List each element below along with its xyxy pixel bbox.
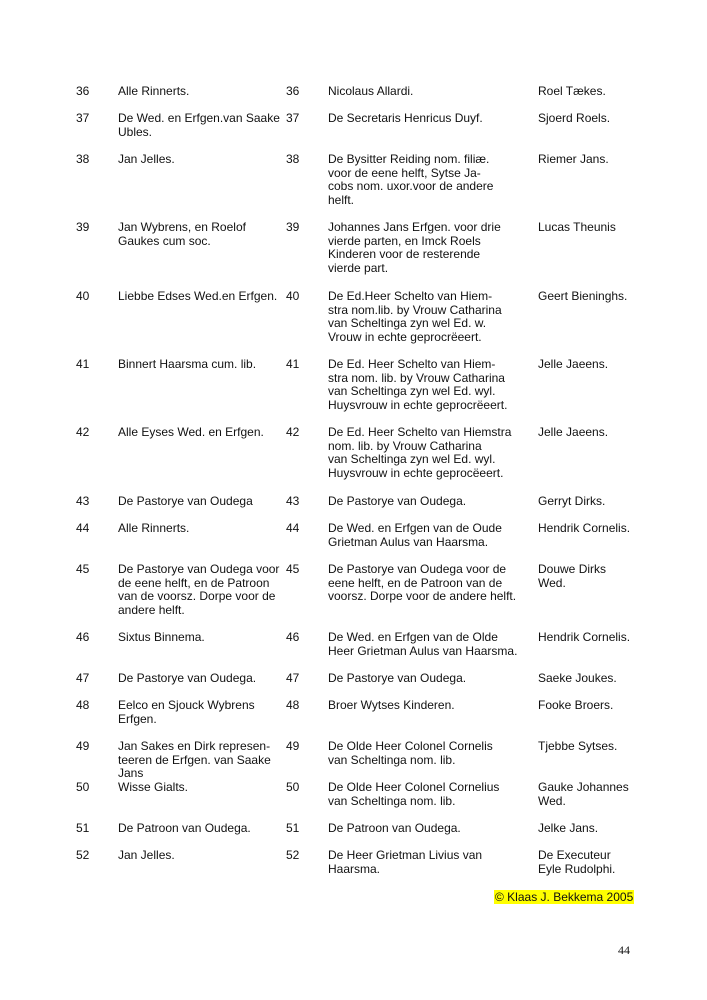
row-number: 40: [76, 289, 90, 303]
plot-number: 37: [286, 111, 300, 125]
row-number: 51: [76, 821, 90, 835]
user-cell: De Olde Heer Colonel Cornelis van Scheltinga nom. lib.: [328, 739, 493, 767]
row-number: 43: [76, 494, 90, 508]
row-number: 48: [76, 698, 90, 712]
tenant-cell: Hendrik Cornelis.: [538, 521, 631, 535]
row-number: 45: [76, 562, 90, 576]
owner-cell: Alle Rinnerts.: [118, 521, 190, 535]
row-number: 36: [76, 84, 90, 98]
plot-number: 41: [286, 357, 300, 371]
owner-cell: Jan Sakes en Dirk represen- teeren de Erfgen. van Saake Jans: [118, 739, 271, 781]
tenant-cell: Jelle Jaeens.: [538, 425, 609, 439]
owner-cell: Alle Eyses Wed. en Erfgen.: [118, 425, 264, 439]
tenant-cell: Geert Bieninghs.: [538, 289, 628, 303]
plot-number: 43: [286, 494, 300, 508]
owner-cell: De Pastorye van Oudega: [118, 494, 253, 508]
tenant-cell: Sjoerd Roels.: [538, 111, 611, 125]
user-cell: De Bysitter Reiding nom. filiæ. voor de eene helft, Sytse Ja- cobs nom. uxor.voor de andere helft.: [328, 152, 494, 208]
row-number: 37: [76, 111, 90, 125]
owner-cell: De Pastorye van Oudega voor de eene helft, en de Patroon van de voorsz. Dorpe voor de andere helft.: [118, 562, 280, 618]
user-cell: De Secretaris Henricus Duyf.: [328, 111, 483, 125]
owner-cell: Sixtus Binnema.: [118, 630, 205, 644]
row-number: 52: [76, 848, 90, 862]
row-number: 42: [76, 425, 90, 439]
row-number: 38: [76, 152, 90, 166]
plot-number: 40: [286, 289, 300, 303]
plot-number: 44: [286, 521, 300, 535]
tenant-cell: Jelke Jans.: [538, 821, 599, 835]
tenant-cell: Roel Tækes.: [538, 84, 606, 98]
user-cell: De Pastorye van Oudega voor de eene helft, en de Patroon van de voorsz. Dorpe voor de andere helft.: [328, 562, 517, 604]
user-cell: De Ed. Heer Schelto van Hiemstra nom. lib. by Vrouw Catharina van Scheltinga zyn wel Ed. wyl. Huysvrouw in echte geprocëeert.: [328, 425, 512, 481]
user-cell: De Wed. en Erfgen van de Olde Heer Grietman Aulus van Haarsma.: [328, 630, 518, 658]
owner-cell: De Patroon van Oudega.: [118, 821, 251, 835]
plot-number: 45: [286, 562, 300, 576]
plot-number: 48: [286, 698, 300, 712]
plot-number: 52: [286, 848, 300, 862]
tenant-cell: Saeke Joukes.: [538, 671, 617, 685]
plot-number: 51: [286, 821, 300, 835]
tenant-cell: Lucas Theunis: [538, 220, 616, 234]
tenant-cell: Jelle Jaeens.: [538, 357, 609, 371]
tenant-cell: Gauke Johannes Wed.: [538, 780, 629, 808]
tenant-cell: Douwe Dirks Wed.: [538, 562, 607, 590]
user-cell: Johannes Jans Erfgen. voor drie vierde parten, en Imck Roels Kinderen voor de resterende vierde part.: [328, 220, 501, 276]
owner-cell: Binnert Haarsma cum. lib.: [118, 357, 257, 371]
tenant-cell: Hendrik Cornelis.: [538, 630, 631, 644]
user-cell: De Pastorye van Oudega.: [328, 671, 467, 685]
owner-cell: Jan Jelles.: [118, 848, 175, 862]
tenant-cell: Gerryt Dirks.: [538, 494, 606, 508]
owner-cell: De Wed. en Erfgen.van Saake Ubles.: [118, 111, 280, 139]
tenant-cell: Tjebbe Sytses.: [538, 739, 618, 753]
row-number: 46: [76, 630, 90, 644]
user-cell: De Ed.Heer Schelto van Hiem- stra nom.lib. by Vrouw Catharina van Scheltinga zyn wel Ed. w. Vrouw in echte geprocrëeert.: [328, 289, 502, 345]
owner-cell: Wisse Gialts.: [118, 780, 189, 794]
user-cell: De Wed. en Erfgen van de Oude Grietman Aulus van Haarsma.: [328, 521, 502, 549]
row-number: 41: [76, 357, 90, 371]
user-cell: De Heer Grietman Livius van Haarsma.: [328, 848, 483, 876]
tenant-cell: De Executeur Eyle Rudolphi.: [538, 848, 616, 876]
user-cell: De Ed. Heer Schelto van Hiem- stra nom. lib. by Vrouw Catharina van Scheltinga zyn wel Ed. wyl. Huysvrouw in echte geprocrëeert.: [328, 357, 508, 413]
copyright-notice: © Klaas J. Bekkema 2005: [495, 890, 634, 904]
plot-number: 39: [286, 220, 300, 234]
user-cell: De Olde Heer Colonel Cornelius van Scheltinga nom. lib.: [328, 780, 500, 808]
row-number: 39: [76, 220, 90, 234]
plot-number: 47: [286, 671, 300, 685]
tenant-cell: Riemer Jans.: [538, 152, 609, 166]
tenant-cell: Fooke Broers.: [538, 698, 614, 712]
page-number: 44: [618, 943, 630, 957]
plot-number: 36: [286, 84, 300, 98]
row-number: 47: [76, 671, 90, 685]
owner-cell: Alle Rinnerts.: [118, 84, 190, 98]
row-number: 44: [76, 521, 90, 535]
row-number: 49: [76, 739, 90, 753]
user-cell: De Pastorye van Oudega.: [328, 494, 467, 508]
plot-number: 38: [286, 152, 300, 166]
plot-number: 42: [286, 425, 300, 439]
row-number: 50: [76, 780, 90, 794]
user-cell: De Patroon van Oudega.: [328, 821, 461, 835]
user-cell: Nicolaus Allardi.: [328, 84, 414, 98]
owner-cell: Liebbe Edses Wed.en Erfgen.: [118, 289, 278, 303]
user-cell: Broer Wytses Kinderen.: [328, 698, 455, 712]
owner-cell: De Pastorye van Oudega.: [118, 671, 257, 685]
owner-cell: Eelco en Sjouck Wybrens Erfgen.: [118, 698, 255, 726]
owner-cell: Jan Wybrens, en Roelof Gaukes cum soc.: [118, 220, 246, 248]
owner-cell: Jan Jelles.: [118, 152, 175, 166]
plot-number: 50: [286, 780, 300, 794]
plot-number: 46: [286, 630, 300, 644]
plot-number: 49: [286, 739, 300, 753]
